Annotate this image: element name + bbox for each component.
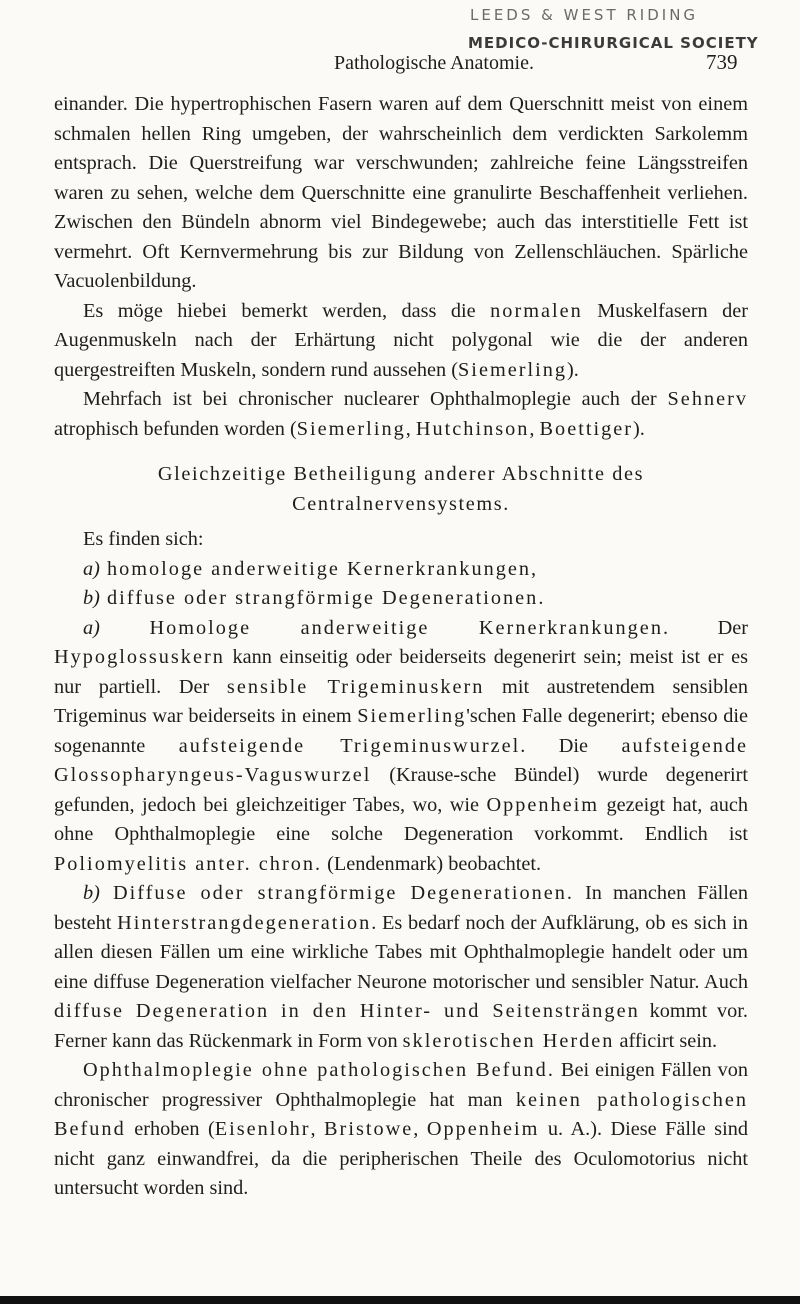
text-run: , <box>529 417 540 440</box>
text-run: erhoben ( <box>125 1118 215 1140</box>
text-run: (Krause-sche Bündel) wurde degenerirt gefunden, jedoch bei gleichzeitiger Tabes, wo, wie <box>54 764 748 816</box>
text-run: Es finden sich: <box>83 528 204 550</box>
author-name: Oppenheim <box>426 1118 540 1140</box>
list-label: a) <box>83 616 100 639</box>
paragraph-7 <box>54 1056 748 1204</box>
text-run: , <box>310 1118 325 1140</box>
text-run: , <box>405 417 416 440</box>
author-name: Bristowe <box>324 1118 414 1140</box>
author-name: Oppenheim <box>486 793 600 816</box>
subheading: Diffuse oder strangförmige Degenerationen. <box>99 882 574 904</box>
list-label: b) <box>83 882 100 904</box>
author-name: Siemerling <box>296 417 406 440</box>
page-bottom-edge <box>0 1296 800 1304</box>
section-heading-text: Gleichzeitige Betheiligung anderer Abschnitte des Centralnervensystems. <box>157 463 645 515</box>
list-item-text: diffuse oder strangförmige Degenerationen. <box>99 587 546 609</box>
term: Poliomyelitis anter. chron. <box>54 852 323 875</box>
paragraph-1-text: einander. Die hypertrophischen Fasern waren auf dem Querschnitt meist von einem schmalen hellen Ring umgeben, der wahrscheinlich dem verdickten Sarkolemm entsprach. Die Querstreifung war verschwunden; zahlreiche feine Längsstreifen waren zu sehen, welche dem Querschnitte eine granulirte Beschaffenheit verliehen. Zwischen den Bündeln abnorm viel Bindegewebe; auch das interstitielle Fett ist vermehrt. Oft Kernvermehrung bis zur Bildung von Zellenschläuchen. Spärliche Vacuolenbildung. <box>54 93 748 292</box>
body-text <box>54 90 748 1204</box>
author-name: Eisenlohr <box>214 1118 311 1140</box>
list-item-a <box>54 555 748 585</box>
section-heading <box>54 460 748 519</box>
author-name: Hutchinson <box>415 417 530 440</box>
paragraph-6 <box>54 879 748 1056</box>
text-run: kommt vor. Ferner kann das Rückenmark in Form von <box>54 1000 748 1052</box>
term: keinen pathologischen Befund <box>54 1088 748 1140</box>
text-run: Mehrfach ist bei chronischer nuclearer Ophthalmoplegie auch der <box>83 388 668 410</box>
text-run: gezeigt hat, auch ohne Ophthalmoplegie eine solche Degeneration vorkommt. Endlich ist <box>54 793 748 845</box>
text-run: . Es bedarf noch der Aufklärung, ob es sich in allen diesen Fällen um eine wirkliche Tabes mit Ophthalmoplegie handelt oder um eine diffuse Degeneration vielfacher Neurone motorischer und sensibler Natur. Auch <box>54 911 748 993</box>
emphasis-sehnerv: Sehnerv <box>667 388 748 410</box>
text-run: atrophisch befunden worden ( <box>54 417 297 440</box>
library-stamp-line2: MEDICO-CHIRURGICAL SOCIETY <box>468 34 759 52</box>
text-run: Der <box>670 616 748 639</box>
list-label: a) <box>83 557 100 580</box>
text-run: Bei einigen Fällen von chronischer progressiver Ophthalmoplegie hat man <box>54 1059 748 1111</box>
text-run: 'schen Falle degenerirt; ebenso die sogenannte <box>54 705 748 757</box>
text-run: ). <box>633 417 645 440</box>
term: Hinterstrangdegeneration <box>117 911 372 934</box>
term: Hypoglossuskern <box>54 646 225 668</box>
paragraph-2 <box>54 297 748 386</box>
paragraph-5 <box>54 614 748 880</box>
subheading: Ophthalmoplegie ohne pathologischen Befund. <box>83 1059 555 1081</box>
text-run: u. A.). Diese Fälle sind nicht ganz einwandfrei, da die peripherischen Theile des Oculomotorius nicht untersucht worden sind. <box>54 1118 748 1199</box>
subheading: Homologe anderweitige Kernerkrankungen. <box>99 616 671 639</box>
author-name: Siemerling <box>357 705 467 727</box>
term: sklerotischen Herden <box>402 1029 615 1052</box>
term: diffuse Degeneration in den Hinter- und Seitensträngen <box>54 1000 640 1022</box>
text-run: ). <box>567 358 579 381</box>
text-run: mit austretendem sensiblen Trigeminus war beiderseits in einem <box>54 675 749 727</box>
author-name: Siemerling <box>458 358 568 381</box>
text-run: Muskelfasern der Augenmuskeln nach der Erhärtung nicht polygonal wie die der anderen quergestreiften Muskeln, sondern rund aussehen ( <box>54 299 748 381</box>
text-run: (Lendenmark) beobachtet. <box>322 852 542 875</box>
library-stamp-line1: LEEDS & WEST RIDING <box>470 6 699 24</box>
author-name: Boettiger <box>539 417 634 440</box>
text-run: . Die <box>520 734 622 757</box>
text-run: Es möge hiebei bemerkt werden, dass die <box>83 299 491 322</box>
term: aufsteigende Glossopharyngeus-Vaguswurzel <box>54 734 748 786</box>
list-item-b <box>54 584 748 614</box>
term: sensible Trigeminuskern <box>226 675 485 698</box>
paragraph-1 <box>54 90 748 297</box>
text-run: In manchen Fällen besteht <box>54 882 748 934</box>
emphasis-normalen: normalen <box>490 299 583 322</box>
paragraph-3 <box>54 385 748 444</box>
text-run: afficirt sein. <box>614 1029 718 1052</box>
running-head: Pathologische Anatomie. <box>334 52 534 74</box>
term: aufsteigende Trigeminuswurzel <box>178 734 521 757</box>
list-item-text: homologe anderweitige Kernerkrankungen, <box>99 557 539 580</box>
page-number: 739 <box>706 50 738 74</box>
text-run: kann einseitig oder beiderseits degenerirt sein; meist ist er es nur partiell. Der <box>54 646 748 698</box>
text-run: , <box>413 1118 427 1140</box>
paragraph-4 <box>54 525 748 555</box>
list-label: b) <box>83 587 100 609</box>
